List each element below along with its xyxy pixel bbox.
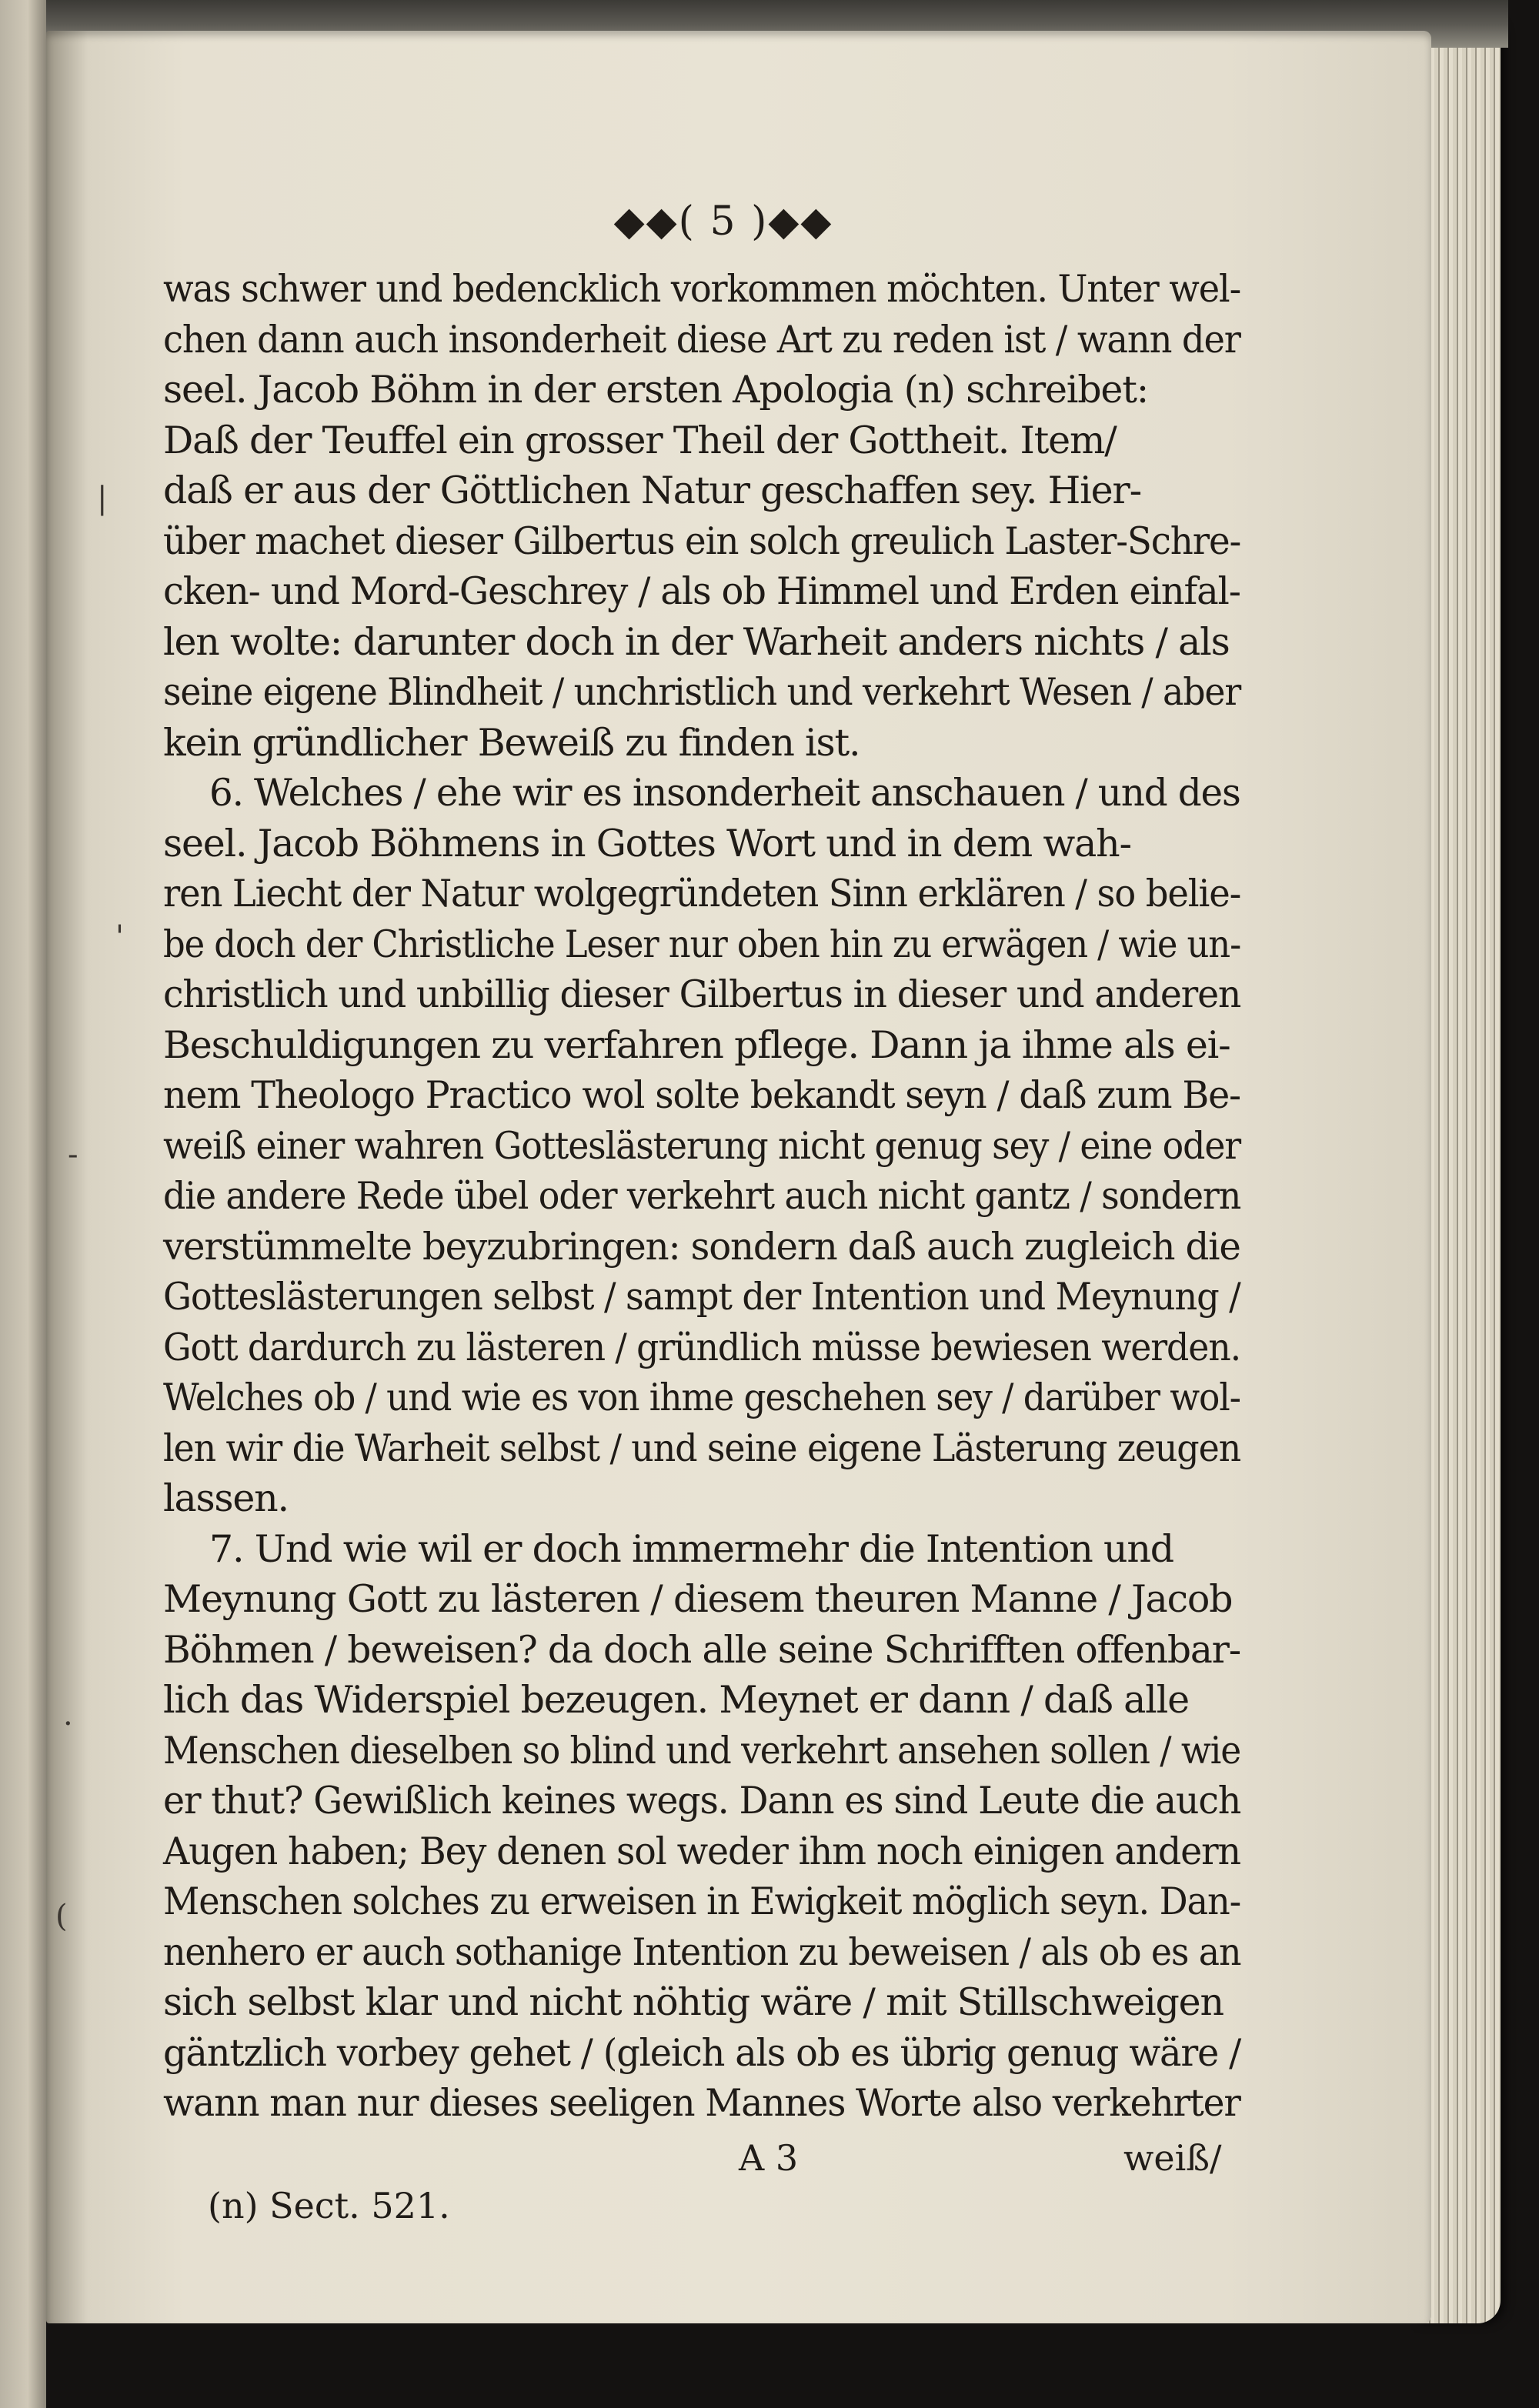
footnote: (n) Sect. 521. xyxy=(208,2185,450,2226)
text-line: 6. Welches / ehe wir es insonderheit anschauen / und des xyxy=(209,771,1240,815)
page-number-header: ◆◆( 5 )◆◆ xyxy=(613,198,833,245)
text-line: Gott dardurch zu lästeren / gründlich müsse bewiesen werden. xyxy=(163,1325,1241,1369)
margin-mark: ' xyxy=(115,919,124,955)
text-line: lich das Widerspiel bezeugen. Meynet er dann / daß alle xyxy=(163,1678,1189,1722)
text-line: seel. Jacob Böhm in der ersten Apologia (n) schreibet: xyxy=(163,368,1148,412)
text-line: die andere Rede übel oder verkehrt auch nicht gantz / sondern xyxy=(163,1174,1241,1218)
text-line: wann man nur dieses seeligen Mannes Worte also verkehrter xyxy=(163,2081,1240,2125)
text-line: ren Liecht der Natur wolgegründeten Sinn erklären / so belie- xyxy=(163,872,1241,916)
margin-mark: | xyxy=(97,481,108,516)
text-line: weiß einer wahren Gotteslästerung nicht genug sey / eine oder xyxy=(163,1123,1241,1168)
margin-mark: ( xyxy=(55,1899,68,1934)
facing-page-edge xyxy=(0,0,46,2408)
text-line: Welches ob / und wie es von ihme geschehen sey / darüber wol- xyxy=(163,1376,1240,1419)
text-line: daß er aus der Göttlichen Natur geschaffen sey. Hier- xyxy=(163,469,1141,512)
text-line: Menschen dieselben so blind und verkehrt ansehen sollen / wie xyxy=(163,1728,1241,1773)
signature-mark: A 3 xyxy=(739,2137,799,2179)
catchword: weiß/ xyxy=(1123,2137,1222,2179)
text-line: über machet dieser Gilbertus ein solch greulich Laster-Schre- xyxy=(163,519,1241,563)
text-line: seine eigene Blindheit / unchristlich und verkehrt Wesen / aber xyxy=(163,670,1241,714)
text-line: sich selbst klar und nicht nöhtig wäre / mit Stillschweigen xyxy=(163,1980,1224,2024)
text-line: chen dann auch insonderheit diese Art zu reden ist / wann der xyxy=(163,317,1240,362)
text-line: seel. Jacob Böhmens in Gottes Wort und in dem wah- xyxy=(163,821,1131,865)
text-line: lassen. xyxy=(163,1476,289,1520)
text-line: len wolte: darunter doch in der Warheit anders nichts / als xyxy=(163,619,1230,664)
text-line: Beschuldigungen zu verfahren pflege. Dann ja ihme als ei- xyxy=(163,1022,1230,1067)
text-line: christlich und unbillig dieser Gilbertus in dieser und anderen xyxy=(163,972,1241,1016)
text-line: gäntzlich vorbey gehet / (gleich als ob es übrig genug wäre / xyxy=(163,2030,1241,2075)
margin-mark: · xyxy=(63,1706,73,1742)
text-line: Meynung Gott zu lästeren / diesem theuren Manne / Jacob xyxy=(163,1577,1233,1621)
text-line: er thut? Gewißlich keines wegs. Dann es sind Leute die auch xyxy=(163,1779,1241,1823)
text-line: Gotteslästerungen selbst / sampt der Intention und Meynung / xyxy=(163,1275,1240,1319)
text-line: nenhero er auch sothanige Intention zu beweisen / als ob es an xyxy=(163,1929,1241,1974)
text-line: was schwer und bedencklich vorkommen möchten. Unter wel- xyxy=(163,267,1241,311)
text-line: kein gründlicher Beweiß zu finden ist. xyxy=(163,720,860,765)
margin-mark: - xyxy=(68,1137,78,1172)
text-line: be doch der Christliche Leser nur oben hin zu erwägen / wie un- xyxy=(163,922,1241,966)
text-line: len wir die Warheit selbst / und seine eigene Lästerung zeugen xyxy=(163,1426,1241,1470)
text-line: Augen haben; Bey denen sol weder ihm noch einigen andern xyxy=(163,1829,1240,1873)
text-line: 7. Und wie wil er doch immermehr die Intention und xyxy=(209,1526,1173,1571)
text-line: cken- und Mord-Geschrey / als ob Himmel und Erden einfal- xyxy=(163,569,1240,613)
text-line: Böhmen / beweisen? da doch alle seine Schrifften offenbar- xyxy=(163,1627,1240,1672)
text-line: Daß der Teuffel ein grosser Theil der Gottheit. Item/ xyxy=(163,418,1117,462)
text-line: Menschen solches zu erweisen in Ewigkeit möglich seyn. Dan- xyxy=(163,1879,1241,1923)
text-line: nem Theologo Practico wol solte bekandt seyn / daß zum Be- xyxy=(163,1073,1240,1117)
text-line: verstümmelte beyzubringen: sondern daß auch zugleich die xyxy=(163,1224,1240,1269)
